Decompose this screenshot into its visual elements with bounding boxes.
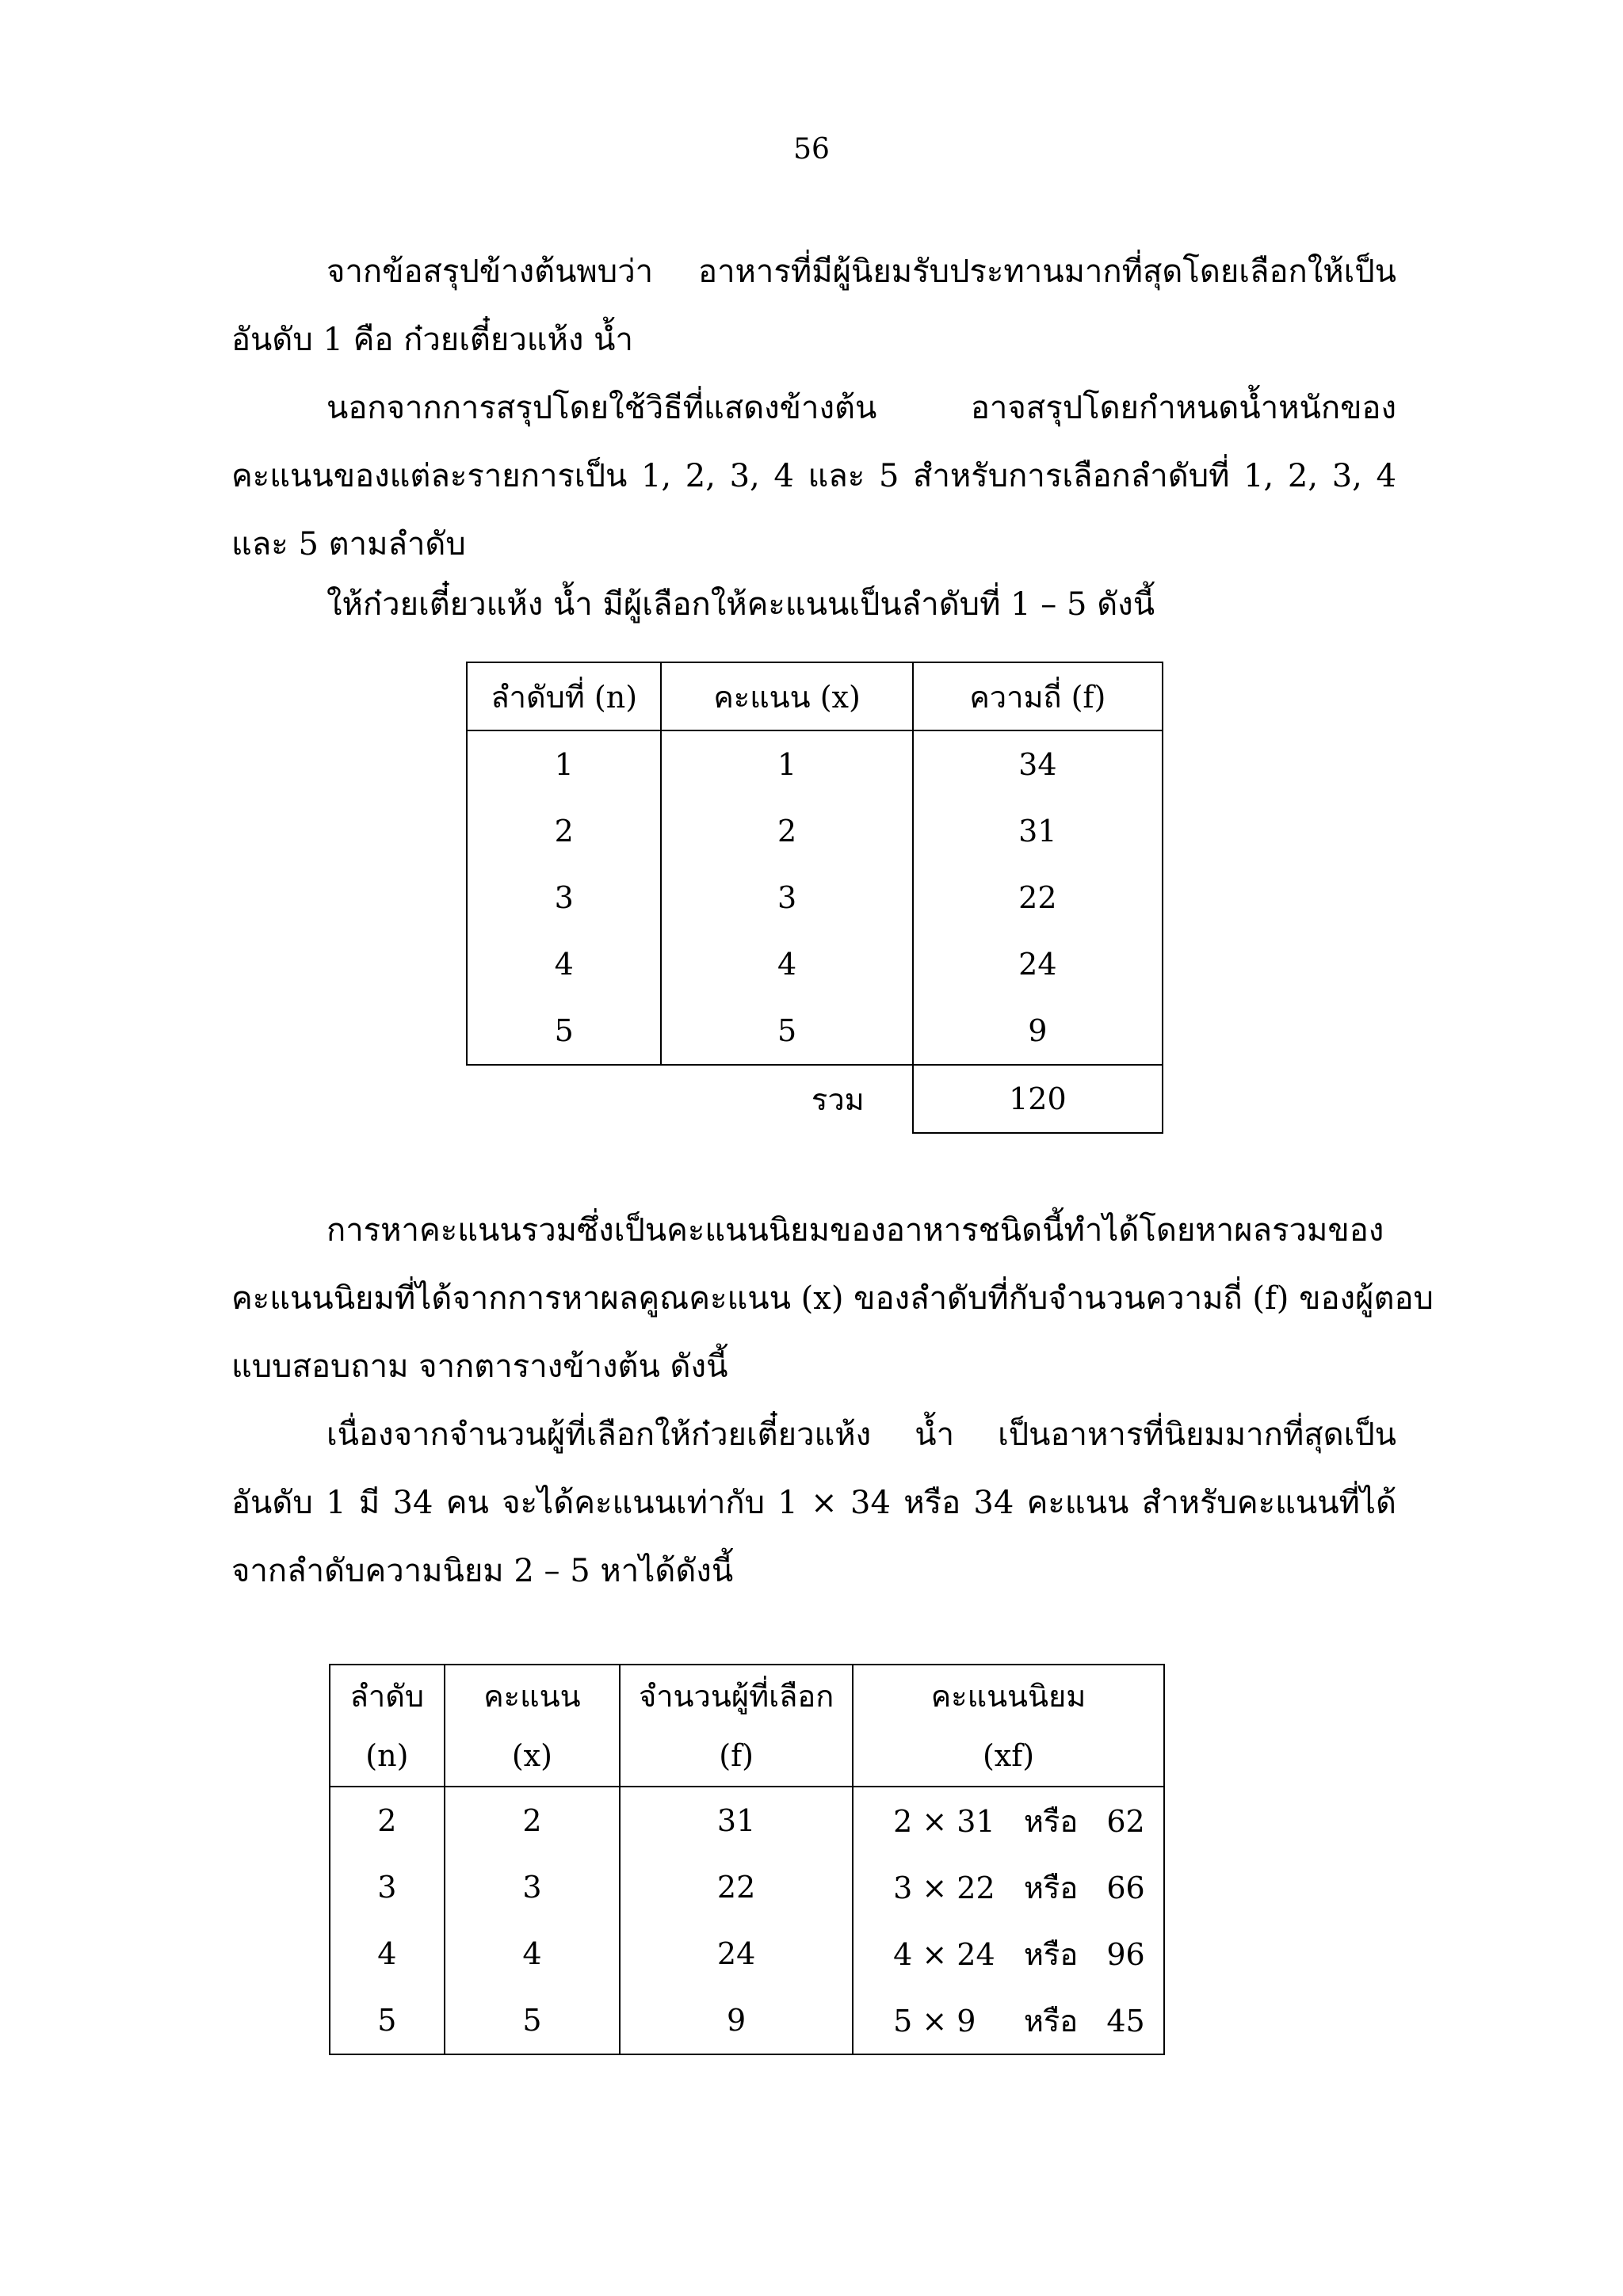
para1-line2: อันดับ 1 คือ ก๋วยเตี๋ยวแห้ง น้ำ <box>231 322 633 358</box>
header-selectors-symbol: (f) <box>620 1726 853 1787</box>
table-header-row <box>467 662 1163 730</box>
total-label: รวม <box>811 1082 865 1117</box>
cell-selectors: 9 <box>620 1987 853 2054</box>
cell-rank: 5 <box>330 1987 445 2054</box>
cell-rank: 4 <box>467 931 661 997</box>
header-popularity: คะแนนนิยม <box>853 1665 1164 1726</box>
para4-line3: แบบสอบถาม จากตารางข้างต้น ดังนี้ <box>231 1348 728 1385</box>
table-header-symbol-row <box>330 1726 1164 1787</box>
cell-score: 2 <box>445 1787 620 1854</box>
header-score-symbol: (x) <box>445 1726 620 1787</box>
cell-score: 3 <box>661 864 912 931</box>
cell-popularity: 2 × 31 หรือ 62 <box>853 1787 1164 1854</box>
header-selectors: จำนวนผู้ที่เลือก <box>620 1665 853 1726</box>
table-row <box>467 730 1163 798</box>
table-row <box>467 798 1163 864</box>
cell-score: 2 <box>661 798 912 864</box>
para4-line1: การหาคะแนนรวมซึ่งเป็นคะแนนนิยมของอาหารชนิดนี้ทำได้โดยหาผลรวมของ <box>327 1212 1384 1249</box>
cell-popularity: 4 × 24 หรือ 96 <box>853 1920 1164 1987</box>
total-value: 120 <box>913 1065 1163 1133</box>
header-score: คะแนน <box>445 1665 620 1726</box>
table-row <box>330 1854 1164 1920</box>
table-row <box>467 997 1163 1065</box>
cell-popularity: 3 × 22 หรือ 66 <box>853 1854 1164 1920</box>
page-number: 56 <box>793 133 830 166</box>
cell-score: 5 <box>661 997 912 1065</box>
cell-rank: 1 <box>467 730 661 798</box>
cell-score: 3 <box>445 1854 620 1920</box>
cell-popularity: 5 × 9 หรือ 45 <box>853 1987 1164 2054</box>
cell-rank: 5 <box>467 997 661 1065</box>
explanation-text <box>231 1204 1434 1600</box>
cell-score: 1 <box>661 730 912 798</box>
popularity-score-table <box>329 1664 1165 2055</box>
table-total-row <box>467 1065 1163 1133</box>
para5-line3: จากลำดับความนิยม 2 – 5 หาได้ดังนี้ <box>231 1553 734 1589</box>
para4-line2: คะแนนนิยมที่ได้จากการหาผลคูณคะแนน (x) ของลำดับที่กับจำนวนความถี่ (f) ของผู้ตอบ <box>231 1280 1434 1317</box>
cell-rank: 2 <box>467 798 661 864</box>
para1-line1: จากข้อสรุปข้างต้นพบว่า อาหารที่มีผู้นิยมรับประทานมากที่สุดโดยเลือกให้เป็น <box>327 254 1396 290</box>
header-frequency: ความถี่ (f) <box>913 662 1163 730</box>
cell-frequency: 22 <box>913 864 1163 931</box>
cell-frequency: 34 <box>913 730 1163 798</box>
para5-line2: อันดับ 1 มี 34 คน จะได้คะแนนเท่ากับ 1 × 34 หรือ 34 คะแนน สำหรับคะแนนที่ได้ <box>231 1485 1396 1521</box>
cell-score: 4 <box>661 931 912 997</box>
para3-line: ให้ก๋วยเตี๋ยวแห้ง น้ำ มีผู้เลือกให้คะแนนเป็นลำดับที่ 1 – 5 ดังนี้ <box>327 586 1155 623</box>
header-rank-symbol: (n) <box>330 1726 445 1787</box>
table-row <box>467 864 1163 931</box>
cell-rank: 2 <box>330 1787 445 1854</box>
header-rank: ลำดับที่ (n) <box>467 662 661 730</box>
score-frequency-table <box>466 662 1163 1134</box>
table-row <box>330 1920 1164 1987</box>
table-row <box>330 1987 1164 2054</box>
para2-line1: นอกจากการสรุปโดยใช้วิธีที่แสดงข้างต้น อาจสรุปโดยกำหนดน้ำหนักของ <box>327 390 1396 426</box>
cell-selectors: 24 <box>620 1920 853 1987</box>
intro-text <box>231 246 1396 623</box>
cell-rank: 3 <box>467 864 661 931</box>
para5-line1: เนื่องจากจำนวนผู้ที่เลือกให้ก๋วยเตี๋ยวแห้ง น้ำ เป็นอาหารที่นิยมมากที่สุดเป็น <box>327 1417 1396 1453</box>
cell-rank: 4 <box>330 1920 445 1987</box>
cell-rank: 3 <box>330 1854 445 1920</box>
table-row <box>330 1787 1164 1854</box>
header-rank: ลำดับ <box>330 1665 445 1726</box>
cell-score: 5 <box>445 1987 620 2054</box>
cell-frequency: 31 <box>913 798 1163 864</box>
cell-frequency: 9 <box>913 997 1163 1065</box>
para2-line2: คะแนนของแต่ละรายการเป็น 1, 2, 3, 4 และ 5 สำหรับการเลือกลำดับที่ 1, 2, 3, 4 <box>231 458 1396 494</box>
total-spacer <box>467 1065 661 1133</box>
table-row <box>467 931 1163 997</box>
cell-selectors: 31 <box>620 1787 853 1854</box>
header-score: คะแนน (x) <box>661 662 912 730</box>
table-header-row <box>330 1665 1164 1726</box>
cell-selectors: 22 <box>620 1854 853 1920</box>
header-popularity-symbol: (xf) <box>853 1726 1164 1787</box>
cell-frequency: 24 <box>913 931 1163 997</box>
cell-score: 4 <box>445 1920 620 1987</box>
para2-line3: และ 5 ตามลำดับ <box>231 526 466 563</box>
